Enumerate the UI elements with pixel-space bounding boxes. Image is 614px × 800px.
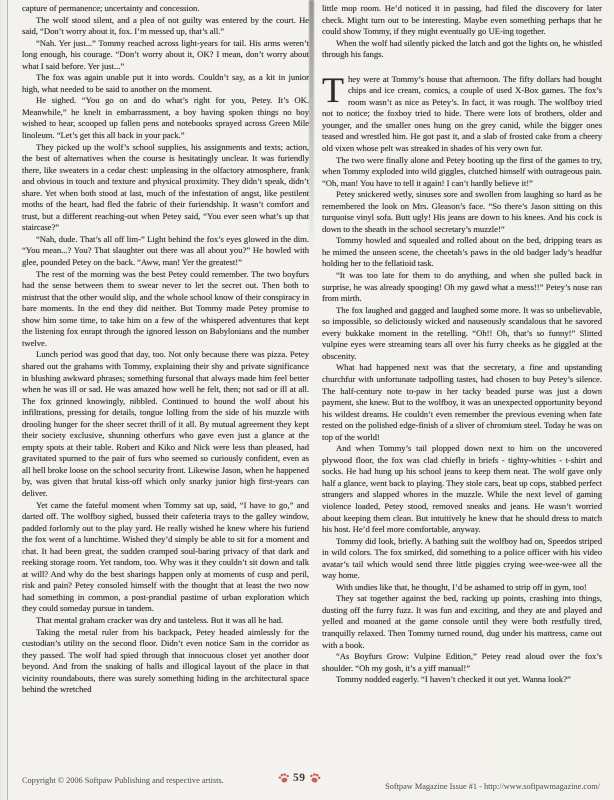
paragraph: He sighed. “You go on and do what’s right for you, Petey. It’s OK. Meanwhile,” he knelt in embarrassment, a boy having spoken things no boy wished to hear, scooped up fallen pens and notebooks sprayed across Green Mile linoleum. “Let’s get this all back in your pack.” [22,95,309,141]
paragraph: “Nah, dude. That’s all off lim-” Light behind the fox’s eyes glowed in the dim. “You mean...? You? That slaughter out there was all about you?” He howled with glee, pounded Petey on the back. “Aww, man! Yer the greatest!” [22,233,309,268]
gutter-shadow-artifact [309,0,314,255]
drop-cap: T [322,69,344,110]
paragraph: “As Boyfurs Grow: Vulpine Edition,” Petey read aloud over the fox’s shoulder. “Oh my gosh, it’s a yiff manual!” [322,651,602,673]
paragraph: That mental graham cracker was dry and tasteless. But it was all he had. [36,614,284,625]
paragraph: “It was too late for them to do anything, and when she pulled back in surprise, he was already spooging! Oh my gawd what a mess!!” Petey’s nose ran from mirth. [322,270,602,304]
paw-print-icon [307,771,322,786]
paragraph: When the wolf had silently picked the latch and got the lights on, he whistled through his fangs. [322,37,602,60]
paragraph: With undies like that, he thought, I’d be ashamed to strip off in gym, too! [336,581,587,592]
page-number-group [278,772,368,784]
page-footer [0,770,614,796]
paragraph: capture of permanence; uncertainty and concession. [22,3,200,13]
paragraph: The fox laughed and gagged and laughed some more. It was so unbelievable, so impossible, so deliciously wicked and nauseously scandalous that he savored every bukkake moment in the retelling. “Oh!! Oh, that’s so funny!” Slitted vulpine eyes were streaming tears all over his furry cheeks as he giggled at the obscenity. [322,304,602,361]
page-number: 59 [293,772,306,784]
paragraph-text: hey were at Tommy’s house that afternoon. The fifty dollars had bought chips and ice cream, comics, a couple of used X-Box games. The fox’s room wasn’t as nice as Petey’s. In fact, it was rough. The wolfboy tried not to notice; the foxboy tried to hide. There were lots of brothers, older and younger, and the smaller ones hung on the grey canid, while the bigger ones teased and wrestled him. He got past it, and a slab of frosted cake from a cheery old vixen whose pelt was streaked in shades of his very own fur. [322,73,602,154]
paragraph: Lunch period was good that day, too. Not only because there was pizza. Petey shared out the grahams with Tommy, explaining their shy and private significance in blushing awkward phrases; something fursonal that always made him feel better when he was ill or sad. He was amazed how well he felt, then; not sad or ill at all. The fox grinned knowingly, nibbled. Continued to hound the wolf about his infiltrations, pressing for details, tongue lolling from the side of his muzzle with drooling hunger for the sheer secret thrill of it all. By mutual agreement they kept their society exclusive, shunning otherfurs who gave even just a glance at the empty spots at their table. Robert and Kiko and Nick were less than pleased, had gravitated spurned to the pair of furs who seemed so curiously confident, even as all hell broke loose on the school security front. Likewise Jason, when he happened by, was given that brutal kiss-off which only snarky junior high first-years can deliver. [22,349,309,498]
paragraph: Tommy did look, briefly. A bathing suit the wolfboy had on, Speedos striped in wild colors. The fox smirked, did something to a police officer with his video avatar’s tail which would send three little piggies crying wee-wee-wee all the way home. [322,535,602,581]
copyright-notice: Copyright © 2006 Softpaw Publishing and respective artists. [22,776,224,785]
paragraph: And when Tommy’s tail plopped down next to him on the uncovered plywood floor, the fox was clad chiefly in briefs - tighty-whities - t-shirt and socks. He had hung up his school jeans to keep them neat. The wolf gave only half a glance, went back to playing. They stole cars, beat up cops, stabbed perfect strangers and slapped whores in the muzzle. While the next level of gaming violence loaded, Petey stood, removed sneaks and jeans. He wasn’t worried about keeping them clean. But intuitively he knew that he should dress to match his host. He’d feel more comfortable, anyway. [322,443,602,535]
left-column [22,3,309,696]
paragraph: Petey snickered wetly, sinuses sore and swollen from laughing so hard as he remembered the look on Mrs. Gleason’s face. “So there’s Jason sitting on this turquoise vinyl sofa. Butt ugly! His jeans are down to his knees. And his cock is down to the sheath in the school secretary’s muzzle!” [322,189,602,234]
magazine-credit: Softpaw Magazine Issue #1 - http://www.softpawmagazine.com/ [385,782,600,791]
paragraph-with-dropcap [322,69,602,155]
paragraph: “Nah. Yer just...” Tommy reached across light-years for tail. His arms weren’t long enough, his courage. “Don’t worry about it, OK? I mean, don’t worry about what I said before. Yer just...” [22,37,309,71]
paragraph: Tommy nodded eagerly. “I haven’t checked it out yet. Wanna look?” [336,674,571,685]
paragraph: Taking the metal ruler from his backpack, Petey headed aimlessly for the custodian’s utility on the second floor. Didn’t even notice Sam in the corridor as they passed. The wolf had spied through that innocuous closet yet another door beyond. And from the snaking of halls and illogical layout of the place in that vicinity roundabouts, there was surely something hiding in the architectural space behind the wretched [22,626,309,695]
scan-edge-artifact [7,0,8,800]
paragraph: Tommy howled and squealed and rolled about on the bed, dripping tears as he mimed the unseen scene, the cheetah’s paws in the old badger lady’s headfur holding her to the fellatioid task. [322,235,602,269]
paragraph: What had happened next was that the secretary, a fine and upstanding churchfur with unfortunate tadpolling tastes, had chosen to buy Petey’s silence. The half-century note to-paw in her tacky beaded purse was just a down payment, she knew. But to the wolfboy, it was an unexpected opportunity beyond his wildest dreams. He couldn’t even remember the previous evening when fate rested on the polished edge-finish of a sliver of chromium steel. Today he was on top of the world! [322,362,602,442]
paragraph: The two were finally alone and Petey booting up the first of the games to try, when Tommy exploded into wild giggles, clutched himself with outrageous pain. “Oh, man! You have to tell it again! I can’t hardly believe it!” [322,154,602,188]
paragraph: little mop room. He’d noticed it in passing, had filed the discovery for later check. Might turn out to be interesting. Maybe even something perhaps that he could show Tommy, if they might eventually go UE-ing together. [322,3,602,37]
paragraph: Yet came the fateful moment when Tommy sat up, said, “I have to go,” and darted off. The wolfboy sighed, bussed their cafeteria trays to the galley window, padded forlornly out to the play yard. He really wished he knew where his furiend the fox went of a lunchtime. Wished they’d simply be able to sit for a moment and chat. It had been great, the sudden cramped soul-baring privacy of that dark and reeking storage room. Yet random, too. Why was it they couldn’t sit down and talk at will? And why do the best sharings happen only at moments of cusp and peril, risk and pain? Petey consoled himself with the thought that at least the two now had something in common, a post-prandial pastime of urban exploration which they could someday pursue in tandem. [22,499,309,614]
paragraph: They sat together against the bed, racking up points, crashing into things, dusting off the furry fuzz. It was fun and exciting, and they ate and played and yelled and moaned at the game console until they were both restfully tired, tranquilly relaxed. Then Tommy turned round, dug under his mattress, came out with a book. [322,593,602,650]
paragraph: They picked up the wolf’s school supplies, his assignments and texts; action, the best of alternatives when the course is hesitatingly unclear. It was furiendly there, like sweaters in a cedar chest: unpleasing in the olfactory atmosphere, frank and obvious in touch and texture and physical proximity. They didn’t speak, didn’t share. Yet when both stood at last, much of the infestation of angst, like pestilent moths of the heart, had fled the fabric of their furiendship. It wasn’t comfort and trust, but a different reaching-out when Petey said, “You ever seen what’s up that staircase?” [22,141,309,233]
paw-print-icon [277,771,291,785]
paragraph: The fox was again unable put it into words. Couldn’t say, as a kit in junior high, what needed to be said to another on the moment. [22,72,309,94]
paragraph: The rest of the morning was the best Petey could remember. The two boyfurs had the sense between them to swear never to let the secret out. Then both to mistrust that the other would slip, and the whole school know of their conspiracy in bare moments. In the end they did neither. But Tommy made Petey promise to show him some time, to take him on a few of the whispered adventures that kept the listening fox enrapt through the ignored lesson on Babylonians and the number twelve. [22,268,309,348]
paragraph: The wolf stood silent, and a plea of not guilty was entered by the court. He said, “Don’t worry about it, fox. I’m messed up, that’s all.” [22,14,309,37]
right-column [322,3,602,686]
